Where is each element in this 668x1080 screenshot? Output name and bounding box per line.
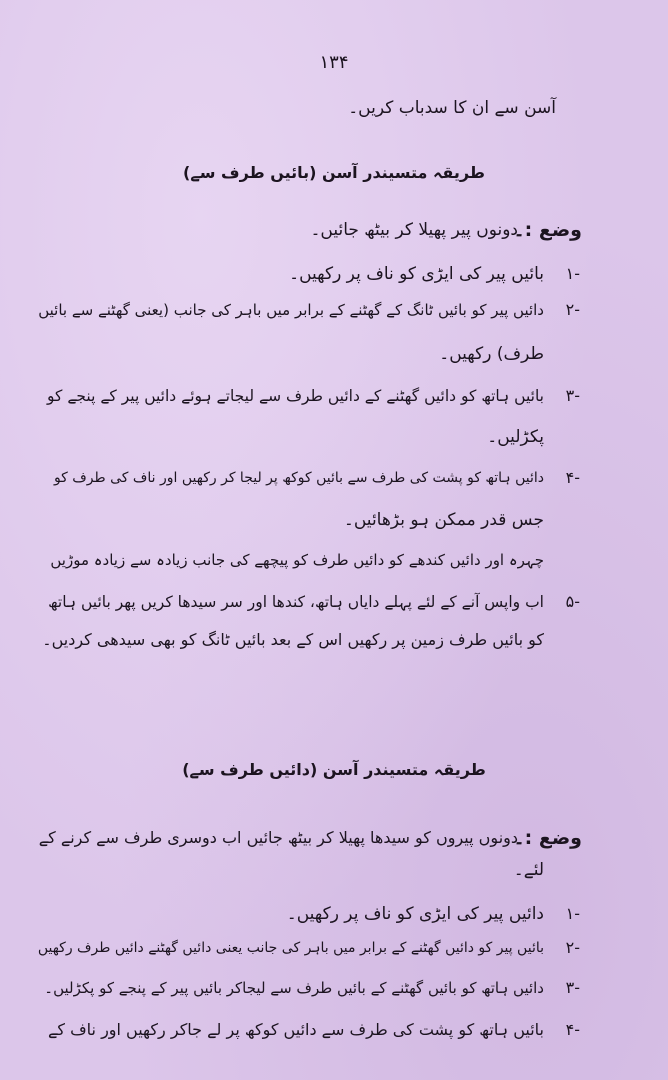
section-heading-left-side: طریقہ متسیندر آسن (بائیں طرف سے) bbox=[183, 163, 485, 182]
step-line: دائیں پیر کو بائیں ٹانگ کے گھٹنے کے برابر میں باہر کی جانب (یعنی گھٹنے سے بائیں bbox=[38, 301, 544, 319]
step-number: ۱- bbox=[565, 904, 580, 923]
step-line: بائیں ہاتھ کو دائیں گھٹنے کے دائیں طرف سے لیجاتے ہوئے دائیں پیر کے پنجے کو bbox=[47, 387, 544, 405]
step-number: ۲- bbox=[565, 300, 580, 319]
position-text-right: دونوں پیروں کو سیدھا پھیلا کر بیٹھ جائیں اب دوسری طرف سے کرنے کے bbox=[38, 828, 518, 847]
step-number: ۴- bbox=[565, 1020, 580, 1039]
page-number: ۱۳۴ bbox=[319, 52, 349, 73]
step-number: ۲- bbox=[565, 938, 580, 957]
step-line: بائیں پیر کو دائیں گھٹنے کے برابر میں باہر کی جانب یعنی دائیں گھٹنے دائیں طرف رکھیں bbox=[37, 940, 544, 956]
step-line: دائیں ہاتھ کو پشت کی طرف سے بائیں کوکھ پر لیجا کر رکھیں اور ناف کی طرف کو bbox=[53, 470, 544, 486]
step-line: بائیں ہاتھ کو پشت کی طرف سے دائیں کوکھ پر لے جاکر رکھیں اور ناف کے bbox=[47, 1020, 544, 1039]
step-line: طرف) رکھیں۔ bbox=[439, 344, 544, 364]
step-number: ۳- bbox=[565, 978, 580, 997]
step-number: ۳- bbox=[565, 386, 580, 405]
position-label-right: وضع :۔ bbox=[513, 827, 582, 849]
step-line: دائیں ہاتھ کو بائیں گھٹنے کے بائیں طرف سے لیجاکر بائیں پیر کے پنجے کو پکڑلیں۔ bbox=[44, 979, 544, 997]
step-line: دائیں پیر کی ایڑی کو ناف پر رکھیں۔ bbox=[286, 904, 544, 924]
intro-line: آسن سے ان کا سدباب کریں۔ bbox=[348, 98, 556, 118]
step-line: بائیں پیر کی ایڑی کو ناف پر رکھیں۔ bbox=[289, 264, 544, 284]
step-number: ۵- bbox=[565, 592, 580, 611]
step-line: جس قدر ممکن ہو بڑھائیں۔ bbox=[343, 510, 544, 530]
step-line: چہرہ اور دائیں کندھے کو دائیں طرف کو پیچھے کی جانب زیادہ سے زیادہ موڑیں bbox=[50, 551, 544, 569]
position-label-left: وضع :۔ bbox=[513, 219, 582, 241]
step-line: اب واپس آنے کے لئے پہلے دایاں ہاتھ، کندھا اور سر سیدھا کریں پھر بائیں ہاتھ bbox=[48, 593, 544, 611]
step-line: کو بائیں طرف زمین پر رکھیں اس کے بعد بائیں ٹانگ کو بھی سیدھی کردیں۔ bbox=[42, 630, 544, 649]
step-number: ۱- bbox=[565, 264, 580, 283]
step-line: پکڑلیں۔ bbox=[487, 427, 544, 447]
position-text-left: دونوں پیر پھیلا کر بیٹھ جائیں۔ bbox=[310, 220, 518, 240]
position-text-right: لئے۔ bbox=[513, 860, 544, 880]
step-number: ۴- bbox=[565, 468, 580, 487]
section-heading-right-side: طریقہ متسیندر آسن (دائیں طرف سے) bbox=[182, 760, 486, 779]
